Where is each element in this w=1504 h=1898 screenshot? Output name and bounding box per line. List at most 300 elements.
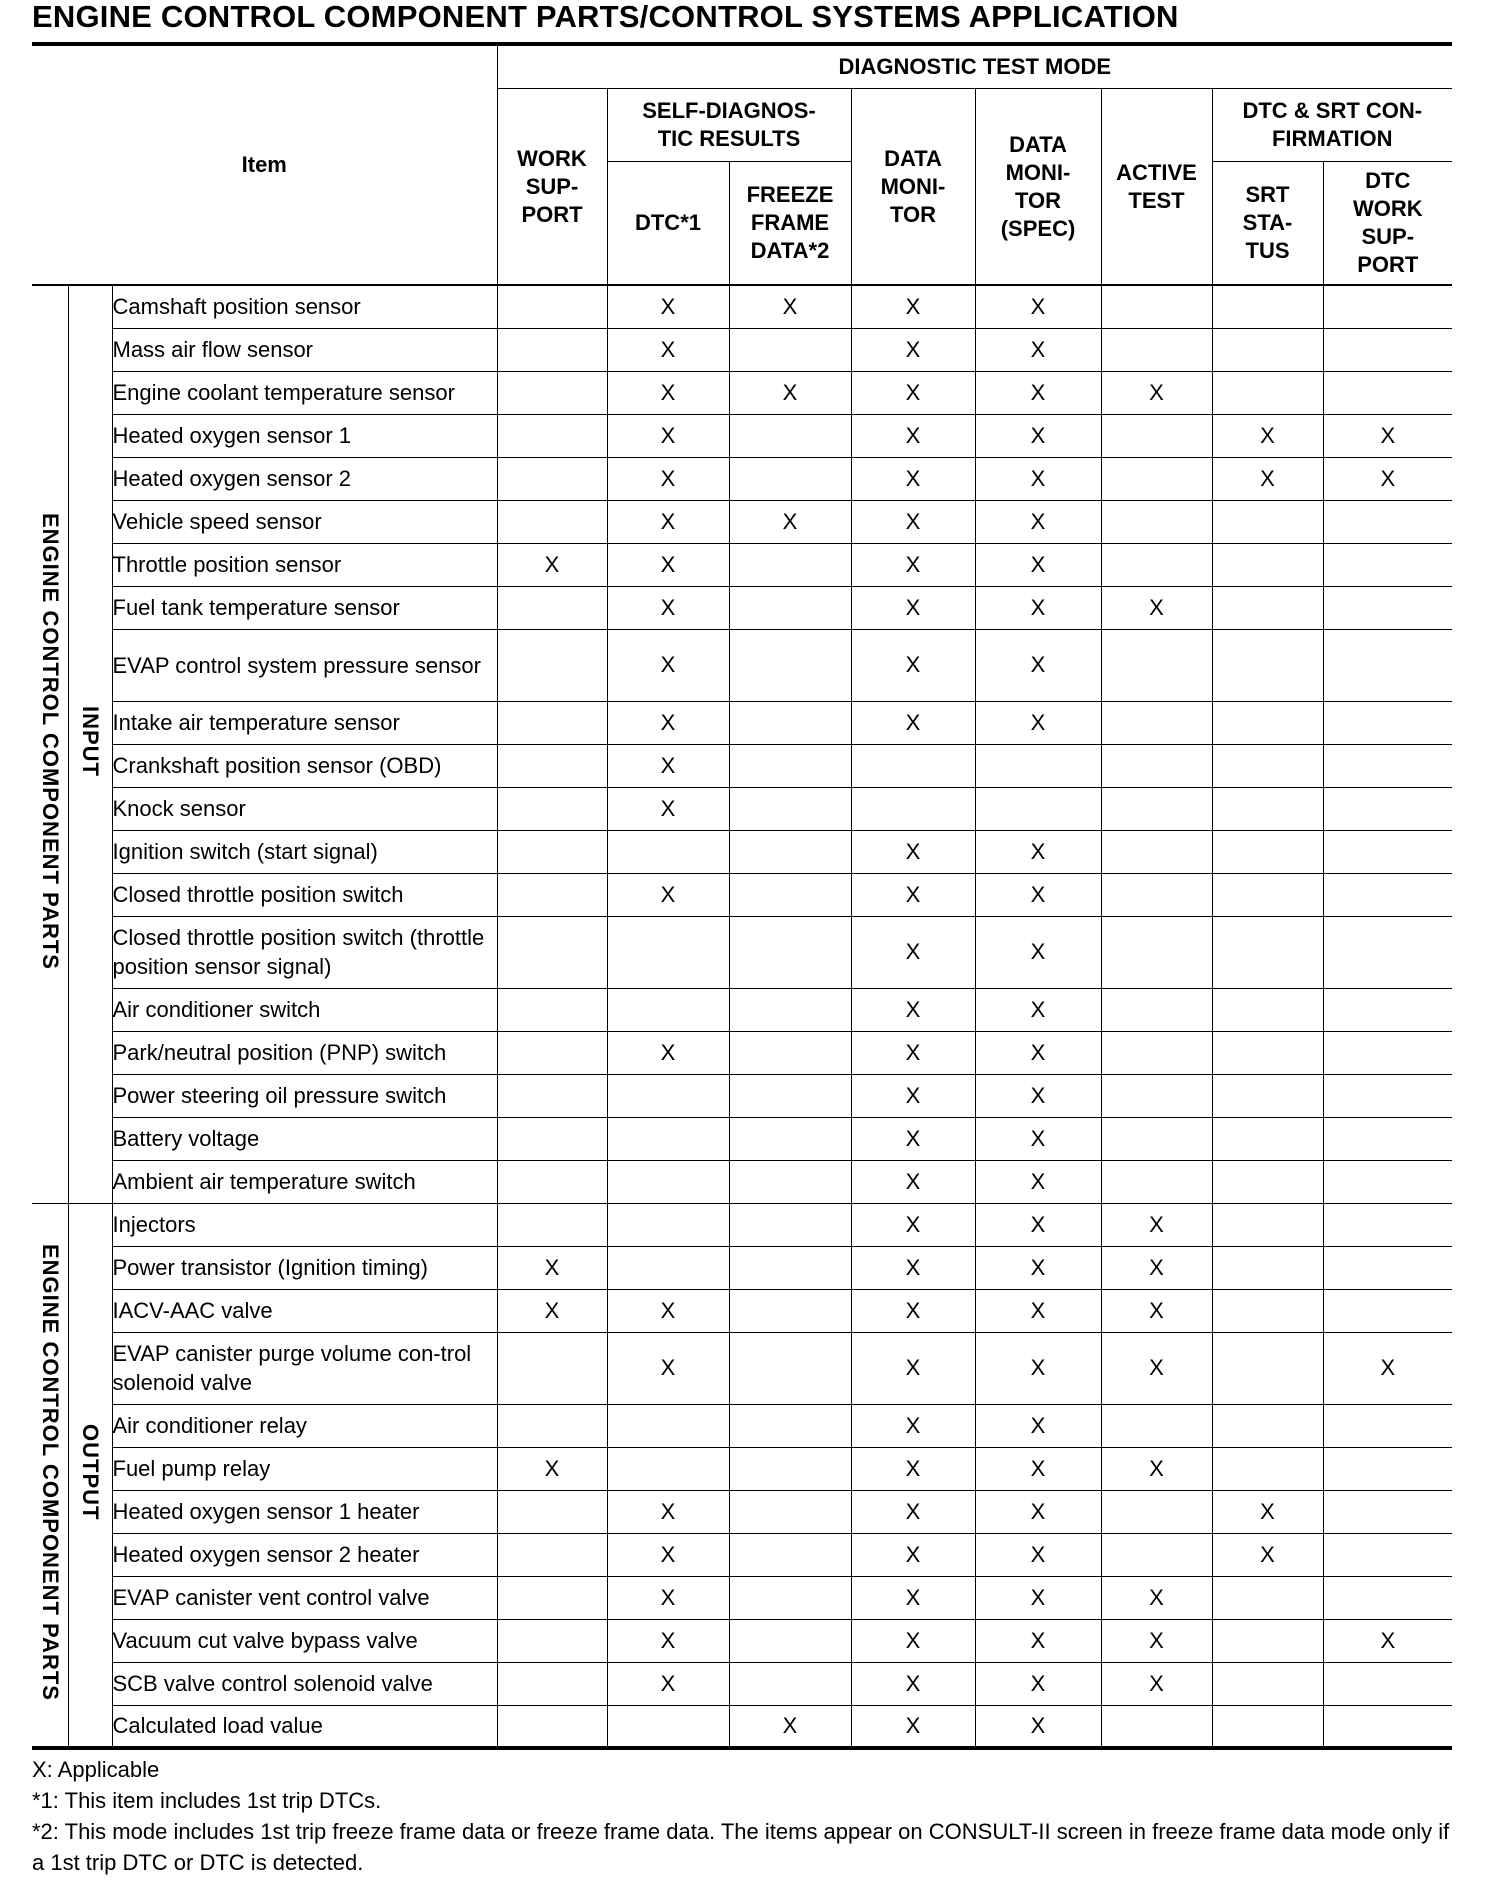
applicability-cell bbox=[1101, 1705, 1212, 1748]
header-srt-status: SRT STA- TUS bbox=[1212, 162, 1323, 286]
applicability-cell bbox=[1101, 328, 1212, 371]
applicability-cell bbox=[497, 916, 607, 988]
applicability-cell bbox=[497, 629, 607, 701]
applicability-cell: X bbox=[975, 586, 1101, 629]
applicability-cell: X bbox=[851, 1074, 975, 1117]
table-row bbox=[32, 629, 1452, 701]
applicability-cell bbox=[497, 830, 607, 873]
applicability-cell: X bbox=[975, 414, 1101, 457]
applicability-cell bbox=[729, 1576, 851, 1619]
applicability-cell bbox=[1101, 1031, 1212, 1074]
applicability-cell bbox=[1212, 328, 1323, 371]
header-data-monitor-spec: DATA MONI- TOR (SPEC) bbox=[975, 89, 1101, 286]
item-name: Vacuum cut valve bypass valve bbox=[112, 1619, 497, 1662]
applicability-cell: X bbox=[975, 1662, 1101, 1705]
applicability-cell bbox=[975, 787, 1101, 830]
item-name: EVAP canister vent control valve bbox=[112, 1576, 497, 1619]
applicability-cell bbox=[729, 586, 851, 629]
applicability-cell bbox=[497, 1031, 607, 1074]
applicability-cell bbox=[497, 1203, 607, 1246]
applicability-cell: X bbox=[1101, 1289, 1212, 1332]
applicability-cell: X bbox=[497, 1246, 607, 1289]
applicability-cell bbox=[729, 1203, 851, 1246]
item-name: Heated oxygen sensor 2 heater bbox=[112, 1533, 497, 1576]
applicability-cell bbox=[607, 1203, 729, 1246]
applicability-cell bbox=[729, 787, 851, 830]
applicability-cell bbox=[497, 500, 607, 543]
applicability-cell bbox=[1101, 414, 1212, 457]
applicability-cell bbox=[1212, 1031, 1323, 1074]
item-name: Vehicle speed sensor bbox=[112, 500, 497, 543]
applicability-cell: X bbox=[975, 1447, 1101, 1490]
applicability-cell bbox=[729, 1447, 851, 1490]
applicability-cell bbox=[497, 744, 607, 787]
table-row bbox=[32, 916, 1452, 988]
item-name: Air conditioner relay bbox=[112, 1404, 497, 1447]
applicability-cell bbox=[497, 1576, 607, 1619]
table-row bbox=[32, 1117, 1452, 1160]
item-name: Power steering oil pressure switch bbox=[112, 1074, 497, 1117]
footnote-1: *1: This item includes 1st trip DTCs. bbox=[32, 1788, 382, 1813]
applicability-cell: X bbox=[851, 500, 975, 543]
applicability-cell bbox=[497, 1533, 607, 1576]
applicability-cell: X bbox=[851, 414, 975, 457]
applicability-cell: X bbox=[975, 1160, 1101, 1203]
applicability-cell: X bbox=[607, 371, 729, 414]
applicability-cell: X bbox=[975, 701, 1101, 744]
table-row bbox=[32, 1203, 1452, 1246]
applicability-cell: X bbox=[1101, 1246, 1212, 1289]
table-row bbox=[32, 1332, 1452, 1404]
applicability-cell: X bbox=[851, 629, 975, 701]
item-name: Calculated load value bbox=[112, 1705, 497, 1748]
applicability-cell: X bbox=[975, 1289, 1101, 1332]
applicability-cell bbox=[729, 1404, 851, 1447]
applicability-cell bbox=[1212, 1160, 1323, 1203]
applicability-cell bbox=[1212, 1662, 1323, 1705]
applicability-cell: X bbox=[975, 916, 1101, 988]
applicability-cell bbox=[1323, 1662, 1452, 1705]
applicability-cell: X bbox=[607, 1662, 729, 1705]
applicability-cell bbox=[497, 1332, 607, 1404]
applicability-cell: X bbox=[851, 328, 975, 371]
applicability-cell bbox=[1323, 988, 1452, 1031]
applicability-cell: X bbox=[607, 744, 729, 787]
applicability-cell: X bbox=[975, 543, 1101, 586]
applicability-cell: X bbox=[1101, 1203, 1212, 1246]
applicability-cell: X bbox=[607, 328, 729, 371]
table-body bbox=[32, 285, 1452, 1748]
applicability-cell: X bbox=[975, 457, 1101, 500]
applicability-cell: X bbox=[607, 787, 729, 830]
applicability-cell bbox=[497, 371, 607, 414]
item-name: Heated oxygen sensor 1 bbox=[112, 414, 497, 457]
applicability-cell bbox=[729, 457, 851, 500]
applicability-cell bbox=[1323, 1203, 1452, 1246]
header-diagnostic-test-mode: DIAGNOSTIC TEST MODE bbox=[497, 44, 1452, 89]
applicability-cell bbox=[1212, 1074, 1323, 1117]
applicability-cell: X bbox=[975, 1619, 1101, 1662]
applicability-cell bbox=[729, 744, 851, 787]
applicability-cell bbox=[1323, 500, 1452, 543]
applicability-cell: X bbox=[975, 500, 1101, 543]
header-data-monitor: DATA MONI- TOR bbox=[851, 89, 975, 286]
footnotes bbox=[32, 1754, 1452, 1878]
applicability-cell bbox=[1212, 629, 1323, 701]
table-row bbox=[32, 787, 1452, 830]
applicability-cell bbox=[1212, 1203, 1323, 1246]
applicability-cell bbox=[497, 1619, 607, 1662]
applicability-cell: X bbox=[729, 500, 851, 543]
subcategory-text: OUTPUT bbox=[78, 1424, 103, 1521]
applicability-cell: X bbox=[1101, 371, 1212, 414]
header-active-test: ACTIVE TEST bbox=[1101, 89, 1212, 286]
table-header bbox=[32, 44, 1452, 285]
applicability-cell bbox=[851, 787, 975, 830]
applicability-cell: X bbox=[851, 586, 975, 629]
applicability-cell: X bbox=[851, 1404, 975, 1447]
application-table bbox=[32, 42, 1452, 1750]
applicability-cell bbox=[1212, 1576, 1323, 1619]
applicability-cell bbox=[1212, 586, 1323, 629]
applicability-cell: X bbox=[607, 500, 729, 543]
applicability-cell bbox=[975, 744, 1101, 787]
applicability-cell bbox=[1101, 1533, 1212, 1576]
table-row bbox=[32, 1404, 1452, 1447]
applicability-cell: X bbox=[851, 1447, 975, 1490]
applicability-cell bbox=[607, 1074, 729, 1117]
applicability-cell bbox=[729, 830, 851, 873]
applicability-cell bbox=[607, 988, 729, 1031]
applicability-cell bbox=[1101, 873, 1212, 916]
applicability-cell: X bbox=[851, 285, 975, 328]
applicability-cell: X bbox=[607, 543, 729, 586]
applicability-cell bbox=[729, 1662, 851, 1705]
table-row bbox=[32, 1619, 1452, 1662]
applicability-cell bbox=[1101, 1490, 1212, 1533]
applicability-cell bbox=[729, 328, 851, 371]
applicability-cell: X bbox=[851, 988, 975, 1031]
applicability-cell bbox=[1212, 285, 1323, 328]
item-name: Injectors bbox=[112, 1203, 497, 1246]
item-name: SCB valve control solenoid valve bbox=[112, 1662, 497, 1705]
applicability-cell: X bbox=[851, 1619, 975, 1662]
applicability-cell: X bbox=[975, 988, 1101, 1031]
table-row bbox=[32, 1533, 1452, 1576]
applicability-cell bbox=[607, 1447, 729, 1490]
applicability-cell bbox=[497, 1074, 607, 1117]
header-self-diagnostic-results: SELF-DIAGNOS- TIC RESULTS bbox=[607, 89, 851, 162]
item-name: IACV-AAC valve bbox=[112, 1289, 497, 1332]
table-row bbox=[32, 1447, 1452, 1490]
applicability-cell bbox=[1101, 744, 1212, 787]
applicability-cell bbox=[1323, 1533, 1452, 1576]
applicability-cell bbox=[497, 701, 607, 744]
applicability-cell: X bbox=[975, 1576, 1101, 1619]
applicability-cell: X bbox=[607, 629, 729, 701]
applicability-cell bbox=[1101, 701, 1212, 744]
applicability-cell: X bbox=[851, 1533, 975, 1576]
applicability-cell: X bbox=[851, 1160, 975, 1203]
applicability-cell: X bbox=[1323, 414, 1452, 457]
table-row bbox=[32, 1031, 1452, 1074]
applicability-cell: X bbox=[607, 873, 729, 916]
item-name: Heated oxygen sensor 2 bbox=[112, 457, 497, 500]
applicability-cell: X bbox=[607, 1576, 729, 1619]
applicability-cell: X bbox=[975, 1074, 1101, 1117]
applicability-cell bbox=[1212, 543, 1323, 586]
table-row bbox=[32, 328, 1452, 371]
applicability-cell bbox=[497, 328, 607, 371]
table-row bbox=[32, 744, 1452, 787]
header-item: Item bbox=[32, 44, 497, 285]
subcategory-label bbox=[68, 1203, 112, 1748]
applicability-cell: X bbox=[607, 285, 729, 328]
header-dtc-srt-confirmation: DTC & SRT CON- FIRMATION bbox=[1212, 89, 1452, 162]
item-name: Air conditioner switch bbox=[112, 988, 497, 1031]
item-name: Fuel pump relay bbox=[112, 1447, 497, 1490]
table-row bbox=[32, 586, 1452, 629]
applicability-cell bbox=[497, 1705, 607, 1748]
applicability-cell: X bbox=[975, 1031, 1101, 1074]
applicability-cell bbox=[1323, 787, 1452, 830]
applicability-cell bbox=[1212, 744, 1323, 787]
applicability-cell bbox=[729, 1031, 851, 1074]
applicability-cell bbox=[607, 1404, 729, 1447]
applicability-cell: X bbox=[607, 1031, 729, 1074]
applicability-cell: X bbox=[975, 1117, 1101, 1160]
applicability-cell: X bbox=[975, 371, 1101, 414]
applicability-cell bbox=[1323, 1705, 1452, 1748]
subcategory-label bbox=[68, 285, 112, 1203]
applicability-cell: X bbox=[851, 371, 975, 414]
applicability-cell: X bbox=[1101, 586, 1212, 629]
applicability-cell bbox=[729, 916, 851, 988]
applicability-cell: X bbox=[975, 1705, 1101, 1748]
item-name: Throttle position sensor bbox=[112, 543, 497, 586]
applicability-cell: X bbox=[851, 1576, 975, 1619]
applicability-cell bbox=[497, 787, 607, 830]
applicability-cell bbox=[497, 285, 607, 328]
applicability-cell: X bbox=[607, 1490, 729, 1533]
item-name: Fuel tank temperature sensor bbox=[112, 586, 497, 629]
applicability-cell bbox=[1101, 457, 1212, 500]
applicability-cell bbox=[1101, 500, 1212, 543]
applicability-cell bbox=[729, 1160, 851, 1203]
applicability-cell: X bbox=[851, 457, 975, 500]
applicability-cell: X bbox=[851, 1662, 975, 1705]
applicability-cell: X bbox=[729, 1705, 851, 1748]
item-name: Camshaft position sensor bbox=[112, 285, 497, 328]
applicability-cell: X bbox=[975, 873, 1101, 916]
table-row bbox=[32, 873, 1452, 916]
applicability-cell bbox=[1323, 744, 1452, 787]
applicability-cell: X bbox=[975, 1332, 1101, 1404]
applicability-cell: X bbox=[851, 1705, 975, 1748]
applicability-cell bbox=[1212, 1246, 1323, 1289]
applicability-cell bbox=[1323, 1289, 1452, 1332]
applicability-cell: X bbox=[851, 873, 975, 916]
applicability-cell: X bbox=[851, 1117, 975, 1160]
applicability-cell bbox=[1323, 1447, 1452, 1490]
applicability-cell: X bbox=[497, 543, 607, 586]
applicability-cell: X bbox=[975, 285, 1101, 328]
applicability-cell bbox=[1101, 1074, 1212, 1117]
applicability-cell: X bbox=[729, 285, 851, 328]
item-name: Intake air temperature sensor bbox=[112, 701, 497, 744]
applicability-cell: X bbox=[851, 1490, 975, 1533]
applicability-cell bbox=[729, 1289, 851, 1332]
applicability-cell bbox=[729, 1619, 851, 1662]
item-name: Closed throttle position switch bbox=[112, 873, 497, 916]
applicability-cell bbox=[729, 1533, 851, 1576]
applicability-cell bbox=[1323, 1117, 1452, 1160]
applicability-cell: X bbox=[497, 1447, 607, 1490]
table-row bbox=[32, 1705, 1452, 1748]
applicability-cell: X bbox=[1323, 1619, 1452, 1662]
applicability-cell bbox=[1323, 830, 1452, 873]
table-row bbox=[32, 457, 1452, 500]
applicability-cell: X bbox=[607, 414, 729, 457]
applicability-cell: X bbox=[851, 1289, 975, 1332]
applicability-cell bbox=[729, 1074, 851, 1117]
applicability-cell bbox=[1212, 1619, 1323, 1662]
applicability-cell: X bbox=[1101, 1576, 1212, 1619]
applicability-cell bbox=[1323, 328, 1452, 371]
table-row bbox=[32, 1662, 1452, 1705]
applicability-cell: X bbox=[497, 1289, 607, 1332]
table-row bbox=[32, 1160, 1452, 1203]
applicability-cell bbox=[1212, 988, 1323, 1031]
applicability-cell bbox=[1101, 1404, 1212, 1447]
applicability-cell bbox=[1212, 873, 1323, 916]
applicability-cell: X bbox=[851, 1203, 975, 1246]
applicability-cell bbox=[607, 1246, 729, 1289]
applicability-cell bbox=[1212, 916, 1323, 988]
applicability-cell bbox=[497, 1662, 607, 1705]
table-row bbox=[32, 1074, 1452, 1117]
applicability-cell bbox=[729, 1117, 851, 1160]
item-name: Heated oxygen sensor 1 heater bbox=[112, 1490, 497, 1533]
applicability-cell bbox=[1323, 1404, 1452, 1447]
applicability-cell: X bbox=[607, 1332, 729, 1404]
header-freeze-frame-data2: FREEZE FRAME DATA*2 bbox=[729, 162, 851, 286]
applicability-cell: X bbox=[607, 1619, 729, 1662]
applicability-cell bbox=[1101, 543, 1212, 586]
applicability-cell: X bbox=[729, 371, 851, 414]
table-row bbox=[32, 701, 1452, 744]
applicability-cell: X bbox=[975, 1246, 1101, 1289]
applicability-cell bbox=[1323, 371, 1452, 414]
item-name: Engine coolant temperature sensor bbox=[112, 371, 497, 414]
table-row bbox=[32, 500, 1452, 543]
subcategory-text: INPUT bbox=[78, 706, 103, 778]
applicability-cell: X bbox=[1212, 1490, 1323, 1533]
applicability-cell: X bbox=[851, 543, 975, 586]
applicability-cell bbox=[729, 543, 851, 586]
item-name: Mass air flow sensor bbox=[112, 328, 497, 371]
applicability-cell bbox=[1101, 830, 1212, 873]
applicability-cell bbox=[1323, 285, 1452, 328]
applicability-cell: X bbox=[1323, 1332, 1452, 1404]
applicability-cell: X bbox=[607, 1533, 729, 1576]
item-name: Park/neutral position (PNP) switch bbox=[112, 1031, 497, 1074]
applicability-cell bbox=[497, 414, 607, 457]
applicability-cell: X bbox=[607, 457, 729, 500]
applicability-cell bbox=[1212, 787, 1323, 830]
table-row bbox=[32, 1289, 1452, 1332]
item-name: Ambient air temperature switch bbox=[112, 1160, 497, 1203]
applicability-cell bbox=[497, 873, 607, 916]
footnote-legend: X: Applicable bbox=[32, 1757, 160, 1782]
item-name: Battery voltage bbox=[112, 1117, 497, 1160]
table-row bbox=[32, 1576, 1452, 1619]
applicability-cell bbox=[851, 744, 975, 787]
applicability-cell bbox=[1212, 1447, 1323, 1490]
applicability-cell bbox=[1101, 285, 1212, 328]
item-name: EVAP canister purge volume con-trol solenoid valve bbox=[112, 1332, 497, 1404]
applicability-cell: X bbox=[851, 830, 975, 873]
applicability-cell bbox=[497, 1404, 607, 1447]
applicability-cell bbox=[497, 1160, 607, 1203]
applicability-cell: X bbox=[851, 1031, 975, 1074]
applicability-cell bbox=[607, 916, 729, 988]
applicability-cell bbox=[607, 830, 729, 873]
applicability-cell bbox=[729, 414, 851, 457]
applicability-cell: X bbox=[1101, 1662, 1212, 1705]
applicability-cell: X bbox=[1212, 457, 1323, 500]
applicability-cell: X bbox=[851, 701, 975, 744]
item-name: Ignition switch (start signal) bbox=[112, 830, 497, 873]
applicability-cell bbox=[607, 1160, 729, 1203]
applicability-cell bbox=[729, 1246, 851, 1289]
table-row bbox=[32, 1490, 1452, 1533]
applicability-cell bbox=[1212, 1289, 1323, 1332]
applicability-cell bbox=[729, 629, 851, 701]
applicability-cell bbox=[729, 873, 851, 916]
applicability-cell bbox=[1323, 1490, 1452, 1533]
applicability-cell bbox=[1323, 916, 1452, 988]
category-label bbox=[32, 285, 68, 1203]
applicability-cell: X bbox=[1212, 1533, 1323, 1576]
applicability-cell bbox=[1323, 1031, 1452, 1074]
applicability-cell: X bbox=[975, 328, 1101, 371]
applicability-cell: X bbox=[851, 916, 975, 988]
applicability-cell bbox=[1323, 543, 1452, 586]
applicability-cell: X bbox=[851, 1246, 975, 1289]
applicability-cell bbox=[1101, 787, 1212, 830]
applicability-cell: X bbox=[975, 1533, 1101, 1576]
applicability-cell: X bbox=[1101, 1332, 1212, 1404]
applicability-cell bbox=[1212, 371, 1323, 414]
table-row bbox=[32, 1246, 1452, 1289]
applicability-cell bbox=[1323, 629, 1452, 701]
applicability-cell: X bbox=[851, 1332, 975, 1404]
applicability-cell bbox=[497, 988, 607, 1031]
item-name: Power transistor (Ignition timing) bbox=[112, 1246, 497, 1289]
applicability-cell: X bbox=[607, 586, 729, 629]
applicability-cell bbox=[1212, 830, 1323, 873]
category-text: ENGINE CONTROL COMPONENT PARTS bbox=[37, 513, 63, 971]
applicability-cell bbox=[497, 1490, 607, 1533]
table-row bbox=[32, 830, 1452, 873]
applicability-cell: X bbox=[1212, 414, 1323, 457]
applicability-cell bbox=[1212, 1117, 1323, 1160]
header-work-support: WORK SUP- PORT bbox=[497, 89, 607, 286]
applicability-cell bbox=[1101, 916, 1212, 988]
applicability-cell bbox=[497, 457, 607, 500]
applicability-cell bbox=[1212, 1705, 1323, 1748]
